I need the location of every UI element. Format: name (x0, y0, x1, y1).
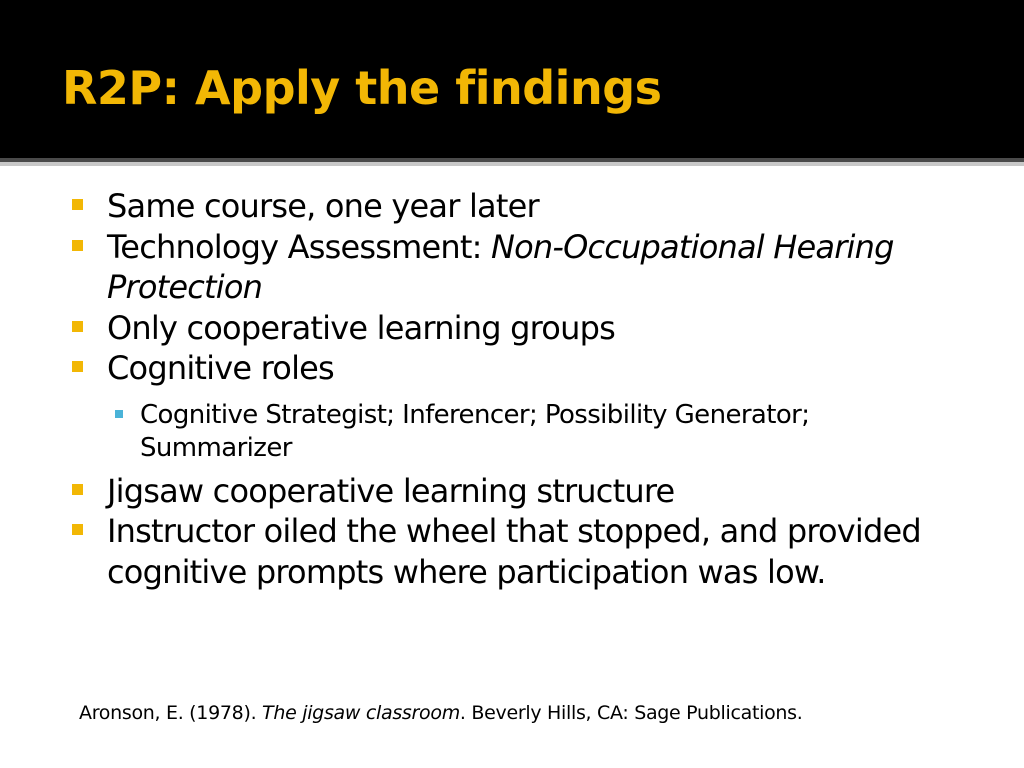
sub-bullet-text: Cognitive Strategist; Inferencer; Possibility Generator; Summarizer (140, 399, 810, 463)
square-sub-bullet-icon (115, 410, 123, 418)
square-bullet-icon (72, 484, 83, 495)
square-bullet-icon (72, 524, 83, 535)
bullet-list (72, 186, 972, 592)
square-bullet-icon (72, 240, 83, 251)
bullet-text: Same course, one year later (107, 187, 539, 225)
citation-author: Aronson, E. (1978). (79, 702, 263, 724)
bullet-item (72, 471, 972, 512)
square-bullet-icon (72, 321, 83, 332)
bullet-text-italic: Non-Occupational Hearing Protection (107, 227, 894, 306)
bullet-item (72, 186, 972, 227)
citation-publisher: . Beverly Hills, CA: Sage Publications. (459, 702, 803, 724)
bullet-item (72, 308, 972, 349)
title-bar (0, 0, 1024, 158)
square-bullet-icon (72, 361, 83, 372)
square-bullet-icon (72, 199, 83, 210)
bullet-text: Jigsaw cooperative learning structure (107, 471, 675, 510)
bullet-item (72, 348, 972, 389)
bullet-item (72, 511, 972, 592)
title-divider-light (0, 162, 1024, 166)
citation-title: The jigsaw classroom (262, 702, 460, 724)
bullet-text: Technology Assessment: (107, 227, 491, 266)
citation (79, 700, 803, 726)
slide-title: R2P: Apply the findings (62, 61, 662, 115)
bullet-text: Cognitive roles (107, 349, 334, 387)
bullet-text: Only cooperative learning groups (107, 308, 615, 347)
sub-bullet-item (107, 399, 967, 465)
bullet-text: Instructor oiled the wheel that stopped, and provided cognitive prompts where participation was low. (107, 512, 921, 591)
bullet-item (72, 227, 972, 308)
